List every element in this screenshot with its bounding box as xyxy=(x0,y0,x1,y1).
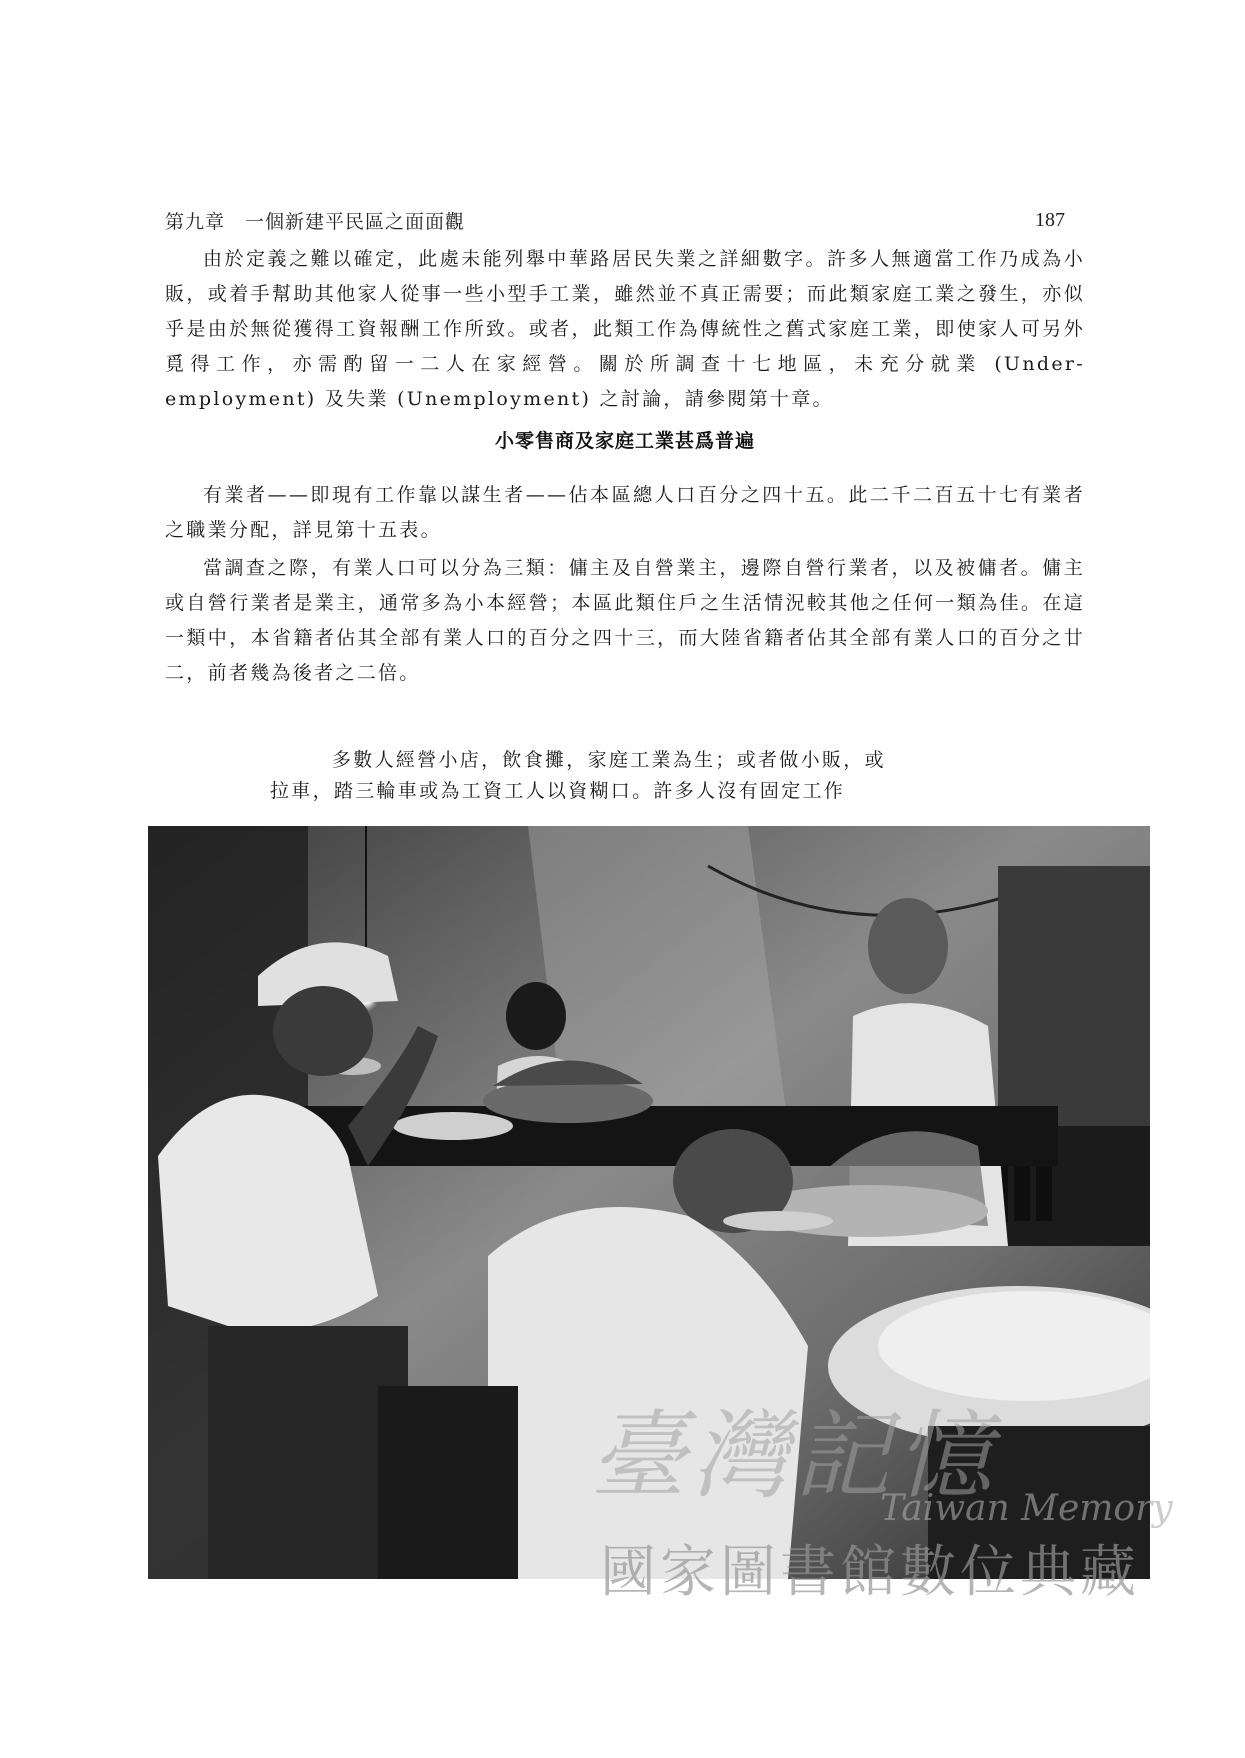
watermark-english: Taiwan Memory xyxy=(880,1488,1173,1529)
running-header xyxy=(165,205,1065,235)
page-number: 187 xyxy=(1035,208,1065,231)
woman-head xyxy=(506,982,566,1050)
capped-man-head xyxy=(273,986,373,1076)
caption-line-1: 多數人經營小店，飲食攤，家庭工業為生；或者做小販，或 xyxy=(332,749,886,771)
standing-man-head xyxy=(868,898,948,994)
paragraph-unemployment: 由於定義之難以確定，此處未能列舉中華路居民失業之詳細數字。許多人無適當工作乃成為小販，或着手幫助其他家人從事一些小型手工業，雖然並不真正需要；而此類家庭工業之發生，亦似乎是由於無從獲得工資報酬工作所致。或者，此類工作為傳統性之舊式家庭工業，即使家人可另外覓得工作，亦需酌留一二人在家經營。關於所調查十七地區，未充分就業 (Under-employment) 及失業 (Unemployment) 之討論，請參閱第十章。 xyxy=(165,248,1085,410)
watermark-library: 國家圖書館數位典藏 xyxy=(600,1540,1140,1605)
paragraph-employed: 有業者——即現有工作靠以謀生者——佔本區總人口百分之四十五。此二千二百五十七有業者之職業分配，詳見第十五表。 xyxy=(165,484,1085,541)
caption-line-2: 拉車，踏三輪車或為工資工人以資糊口。許多人沒有固定工作 xyxy=(270,780,846,802)
food-stall-photo xyxy=(148,826,1150,1579)
figure-caption xyxy=(270,745,970,807)
shelf xyxy=(998,866,1150,1146)
bowl-left xyxy=(393,1112,513,1140)
paragraph-categories: 當調查之際，有業人口可以分為三類：傭主及自營業主，邊際自營行業者，以及被傭者。傭主或自營行業者是業主，通常多為小本經營；本區此類住戶之生活情況較其他之任何一類為佳。在這一類中，本省籍者佔其全部有業人口的百分之四十三，而大陸省籍者佔其全部有業人口的百分之廿二，前者幾為後者之二倍。 xyxy=(165,557,1085,684)
chapter-title: 第九章 一個新建平民區之面面觀 xyxy=(165,210,466,233)
watermark-logo: 臺灣記憶 xyxy=(590,1400,998,1512)
section-heading: 小零售商及家庭工業甚爲普遍 xyxy=(494,430,755,452)
spoon-bowl xyxy=(723,1211,833,1231)
photo-illustration xyxy=(148,826,1150,1579)
